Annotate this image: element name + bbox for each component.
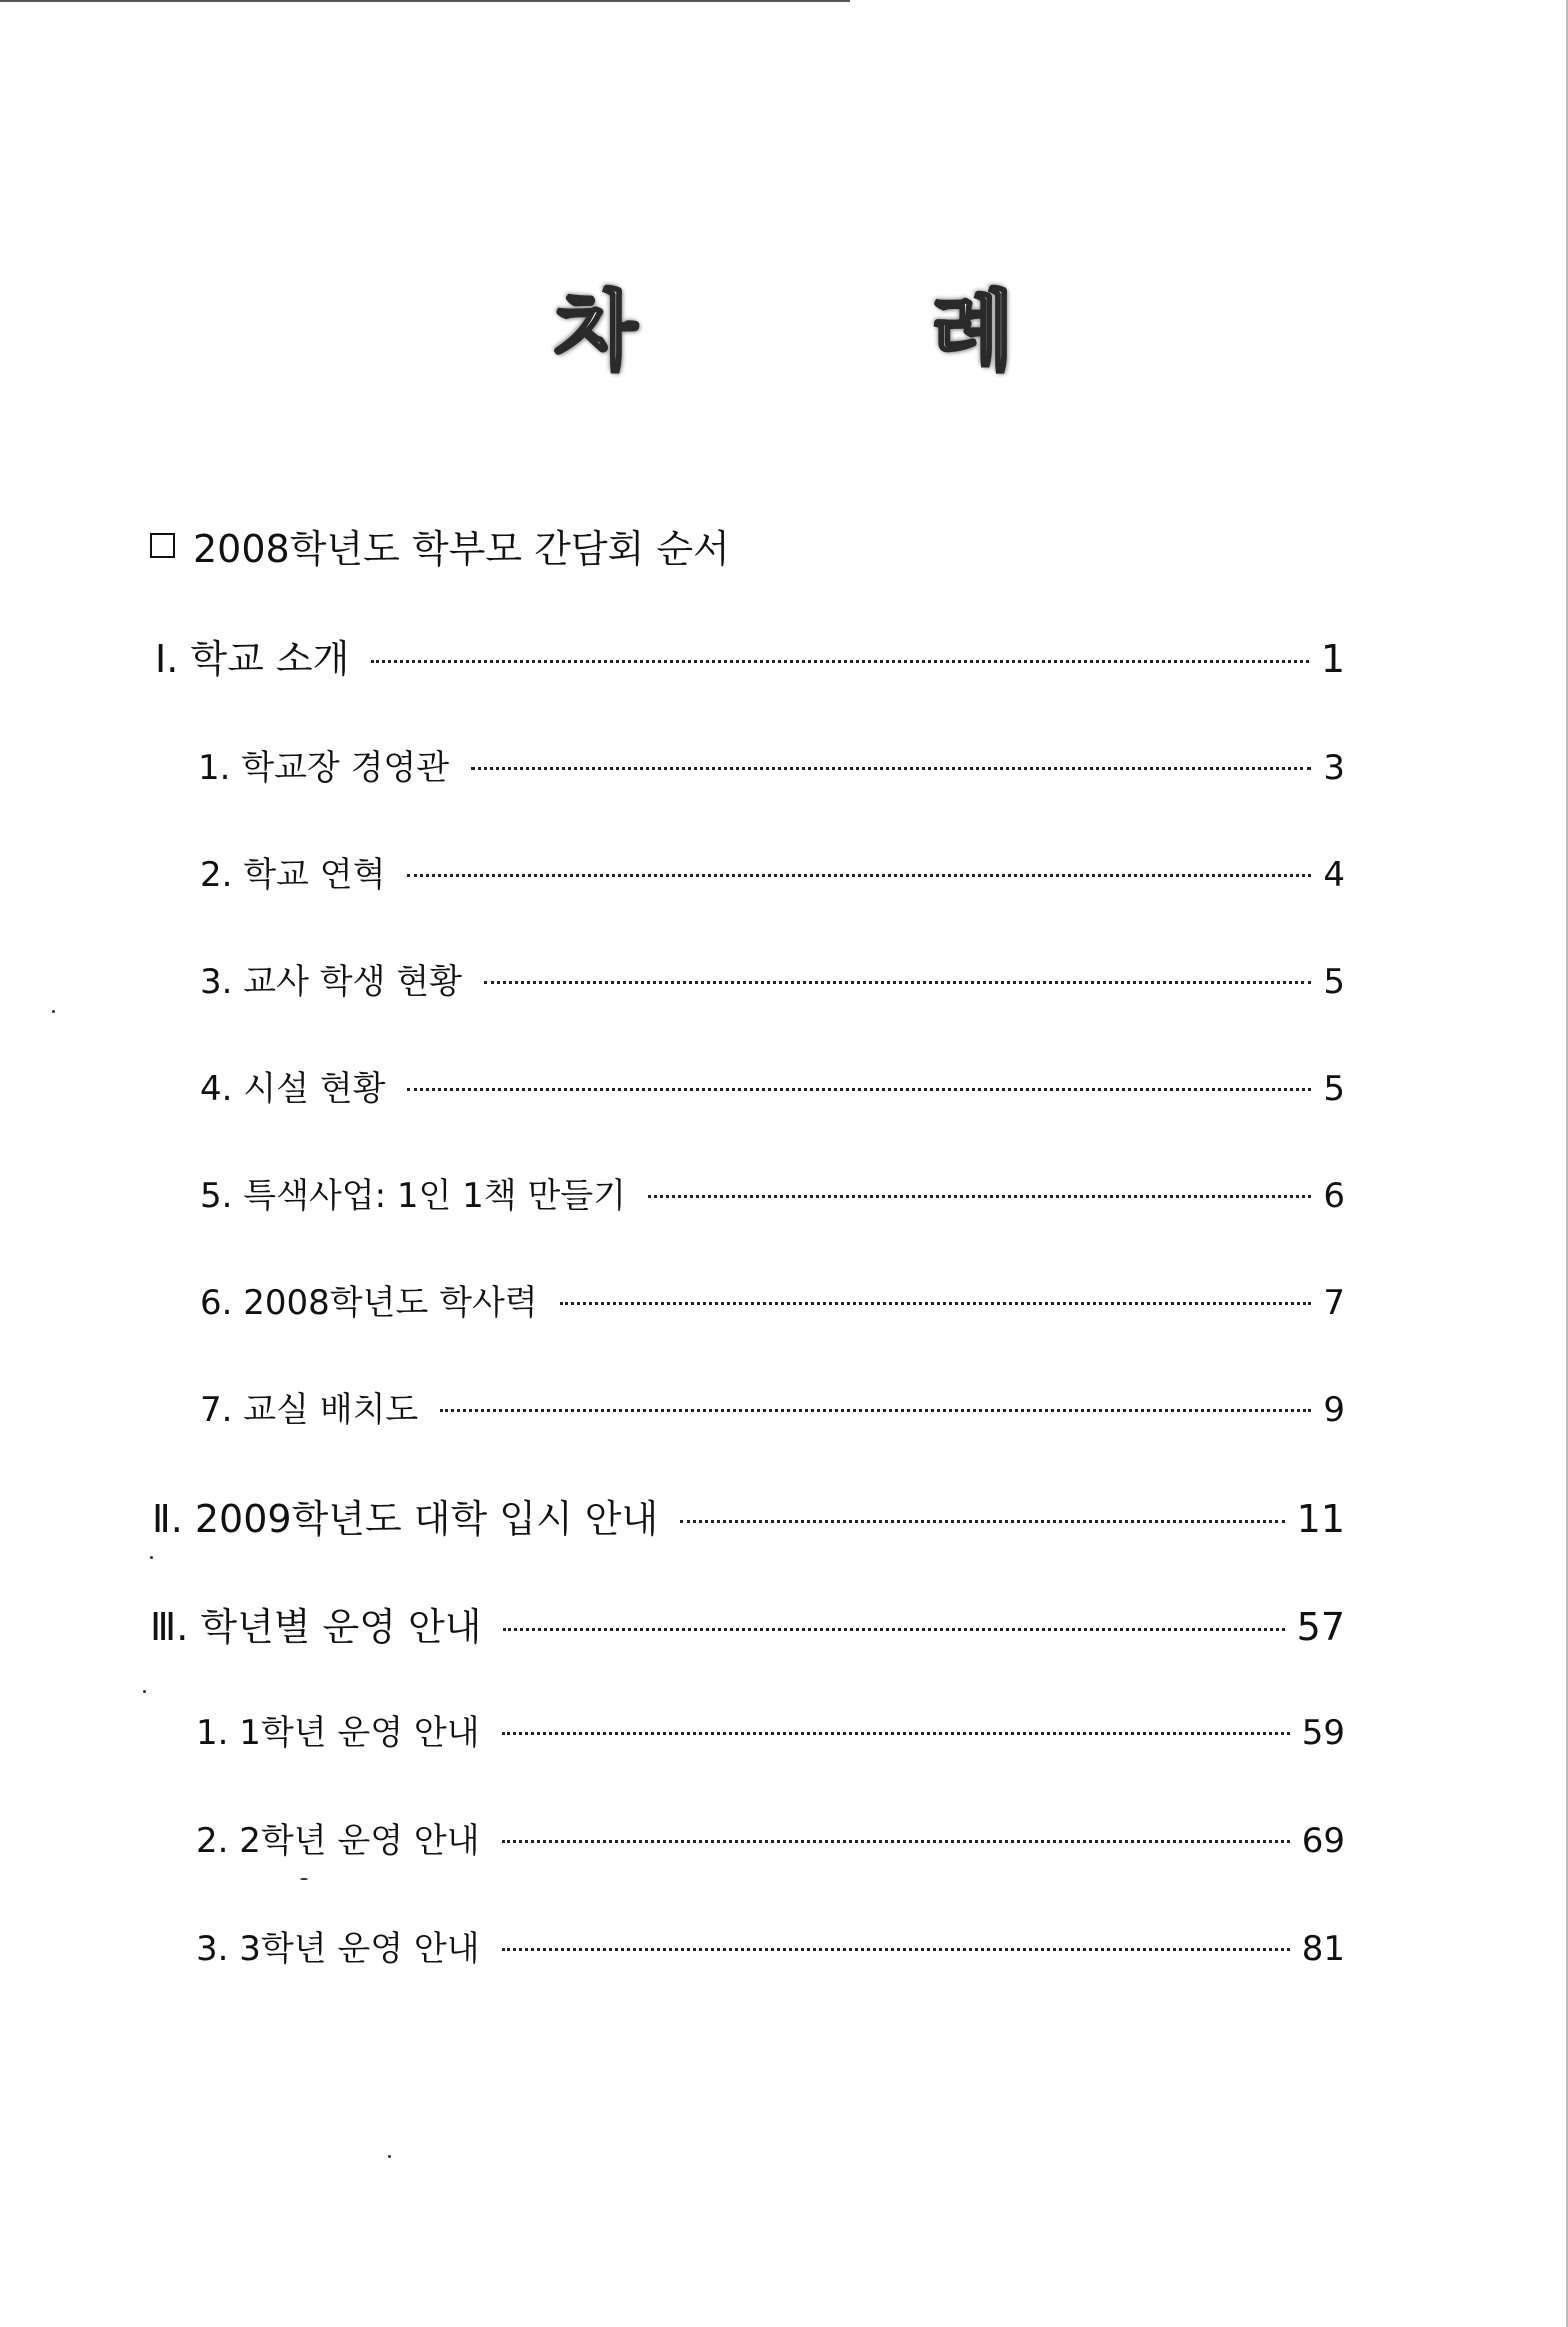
toc-entry-label: 1. 학교장 경영관 [198,748,450,788]
dot-leader [471,767,1311,770]
scan-speck [300,1878,308,1880]
toc-entry-1-7[interactable] [200,1382,1345,1431]
toc-entry-section-1[interactable] [155,628,1345,683]
toc-entry-page: 5 [1323,1069,1345,1109]
scan-speck [52,1010,55,1013]
dot-leader [560,1302,1312,1305]
toc-entry-1-2[interactable] [200,847,1345,896]
toc-entry-label: Ⅱ. 2009학년도 대학 입시 안내 [152,1497,659,1541]
scan-speck [150,1556,153,1559]
page-title: 차 례 [553,281,1147,382]
toc-entry-label: 6. 2008학년도 학사력 [200,1283,538,1323]
toc-entry-1-3[interactable] [200,954,1345,1003]
toc-entry-label: 3. 교사 학생 현황 [200,962,462,1002]
toc-entry-page: 81 [1301,1929,1345,1969]
toc-entry-3-1[interactable] [196,1705,1345,1754]
toc-entry-page: 1 [1320,637,1345,681]
toc-entry-3-3[interactable] [196,1921,1345,1970]
scan-speck [388,2155,391,2158]
toc-entry-label: 3. 3학년 운영 안내 [196,1929,480,1969]
toc-entry-label: 2. 학교 연혁 [200,855,386,895]
dot-leader [440,1409,1311,1412]
scan-speck [143,1690,146,1693]
toc-entry-label: Ⅰ. 학교 소개 [155,637,350,681]
dot-leader [407,874,1311,877]
toc-entry-label: Ⅲ. 학년별 운영 안내 [150,1605,482,1649]
dot-leader [484,981,1311,984]
dot-leader [648,1195,1311,1198]
toc-entry-page: 69 [1301,1821,1345,1861]
dot-leader [502,1732,1290,1735]
toc-entry-page: 5 [1323,962,1345,1002]
dot-leader [502,1840,1290,1843]
toc-entry-label: 1. 1학년 운영 안내 [196,1713,480,1753]
toc-entry-1-1[interactable] [198,740,1345,789]
toc-entry-1-6[interactable] [200,1275,1345,1324]
toc-entry-section-3[interactable] [150,1596,1345,1651]
checkbox-icon [150,533,175,558]
meeting-agenda-heading [150,518,730,573]
toc-entry-label: 4. 시설 현황 [200,1069,386,1109]
toc-entry-page: 4 [1323,855,1345,895]
toc-entry-page: 57 [1296,1605,1345,1649]
scan-border-top [0,0,850,2]
dot-leader [680,1520,1284,1523]
dot-leader [371,660,1309,663]
toc-entry-label: 7. 교실 배치도 [200,1390,419,1430]
toc-entry-1-4[interactable] [200,1061,1345,1110]
toc-entry-page: 59 [1301,1713,1345,1753]
toc-entry-page: 11 [1296,1497,1345,1541]
toc-entry-page: 9 [1323,1390,1345,1430]
toc-entry-page: 7 [1323,1283,1345,1323]
toc-entry-section-2[interactable] [152,1488,1345,1543]
meeting-agenda-heading-text: 2008학년도 학부모 간담회 순서 [193,527,730,571]
toc-entry-page: 3 [1323,748,1345,788]
dot-leader [407,1088,1311,1091]
toc-entry-1-5[interactable] [200,1168,1345,1217]
toc-entry-page: 6 [1323,1176,1345,1216]
toc-entry-label: 5. 특색사업: 1인 1책 만들기 [200,1176,626,1216]
toc-entry-3-2[interactable] [196,1813,1345,1862]
toc-entry-label: 2. 2학년 운영 안내 [196,1821,480,1861]
dot-leader [502,1948,1290,1951]
dot-leader [503,1628,1284,1631]
